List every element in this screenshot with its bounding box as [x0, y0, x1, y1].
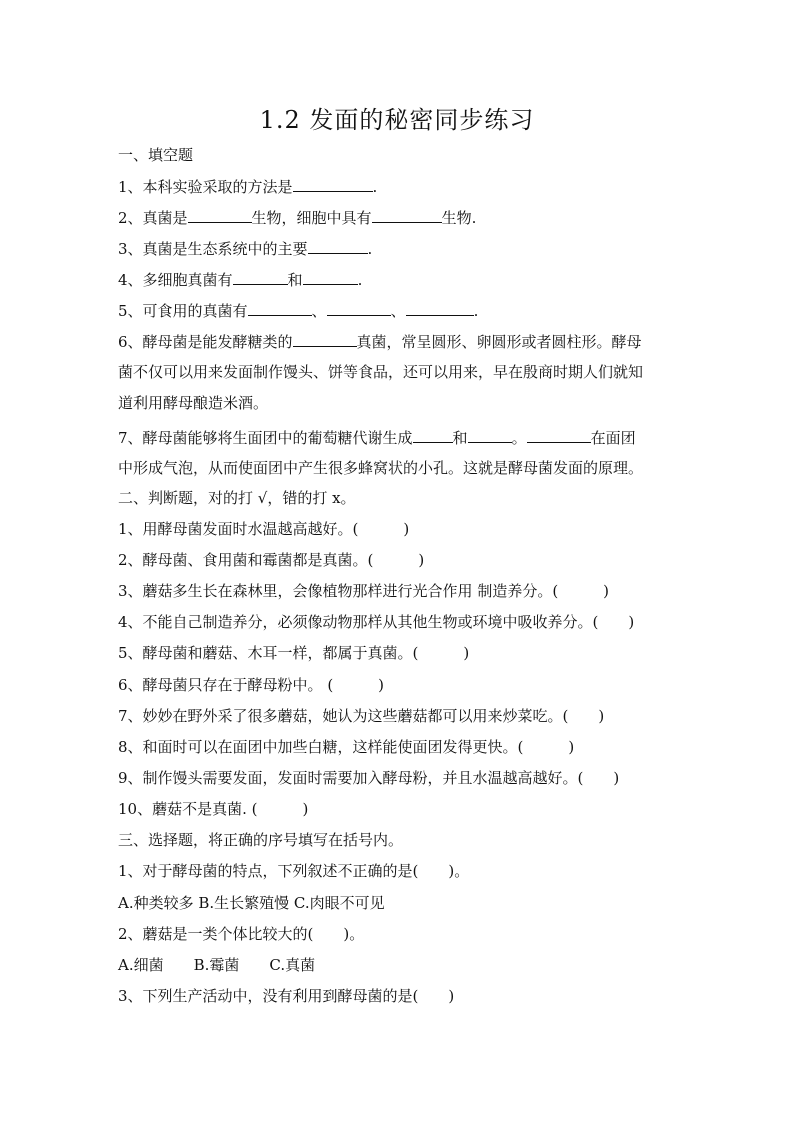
blank[interactable]	[406, 300, 474, 316]
blank[interactable]	[527, 427, 591, 443]
judge-item: 6、酵母菌只存在于酵母粉中。 ( )	[118, 676, 385, 694]
blank[interactable]	[188, 207, 252, 223]
blank[interactable]	[233, 269, 288, 285]
blank[interactable]	[293, 176, 373, 192]
fill-q7: 7、酵母菌能够将生面团中的葡萄糖代谢生成 和 。 在面团	[118, 429, 636, 447]
judge-item: 9、制作馒头需要发面，发面时需要加入酵母粉，并且水温越高越好。( )	[118, 769, 620, 787]
page-title: 1.2 发面的秘密同步练习	[259, 106, 535, 134]
judge-item: 10、蘑菇不是真菌. ( )	[118, 800, 309, 818]
judge-item: 5、酵母菌和蘑菇、木耳一样，都属于真菌。( )	[118, 644, 470, 662]
choice-q1: 1、对于酵母菌的特点，下列叙述不正确的是( )。	[118, 862, 470, 880]
section3-heading: 三、选择题，将正确的序号填写在括号内。	[118, 831, 404, 849]
fill-q6: 6、酵母菌是能发酵糖类的 真菌，常呈圆形、卵圆形或者圆柱形。酵母	[118, 333, 642, 351]
section1-heading: 一、填空题	[118, 146, 194, 164]
fill-q5: 5、可食用的真菌有 、 、 .	[118, 302, 479, 320]
fill-q2: 2、真菌是 生物，细胞中具有 生物.	[118, 209, 477, 227]
blank[interactable]	[413, 427, 453, 443]
blank[interactable]	[303, 269, 358, 285]
fill-q6-line2: 菌不仅可以用来发面制作馒头、饼等食品，还可以用来，早在殷商时期人们就知	[118, 363, 644, 381]
choice-q2-options: A.细菌 B.霉菌 C.真菌	[118, 956, 316, 974]
blank[interactable]	[248, 300, 312, 316]
blank[interactable]	[308, 238, 368, 254]
fill-q7-line2: 中形成气泡，从而使面团中产生很多蜂窝状的小孔。这就是酵母菌发面的原理。	[118, 459, 644, 477]
blank[interactable]	[293, 331, 357, 347]
judge-item: 7、妙妙在野外采了很多蘑菇，她认为这些蘑菇都可以用来炒菜吃。( )	[118, 707, 605, 725]
judge-item: 8、和面时可以在面团中加些白糖，这样能使面团发得更快。( )	[118, 738, 575, 756]
choice-q2: 2、蘑菇是一类个体比较大的( )。	[118, 925, 365, 943]
fill-q3: 3、真菌是生态系统中的主要 .	[118, 240, 373, 258]
judge-item: 2、酵母菌、食用菌和霉菌都是真菌。( )	[118, 551, 425, 569]
blank[interactable]	[327, 300, 391, 316]
judge-item: 1、用酵母菌发面时水温越高越好。( )	[118, 520, 410, 538]
blank[interactable]	[372, 207, 442, 223]
fill-q1: 1、本科实验采取的方法是 .	[118, 178, 378, 196]
judge-item: 3、蘑菇多生长在森林里，会像植物那样进行光合作用 制造养分。( )	[118, 582, 610, 600]
choice-q1-options: A.种类较多 B.生长繁殖慢 C.肉眼不可见	[118, 894, 385, 912]
fill-q6-line3: 道利用酵母酿造米酒。	[118, 394, 269, 412]
section2-heading: 二、判断题，对的打 √，错的打 x。	[118, 489, 356, 507]
blank[interactable]	[468, 427, 512, 443]
choice-q3: 3、下列生产活动中，没有利用到酵母菌的是( )	[118, 987, 455, 1005]
fill-q4: 4、多细胞真菌有 和 .	[118, 271, 363, 289]
judge-item: 4、不能自己制造养分，必须像动物那样从其他生物或环境中吸收养分。( )	[118, 613, 635, 631]
